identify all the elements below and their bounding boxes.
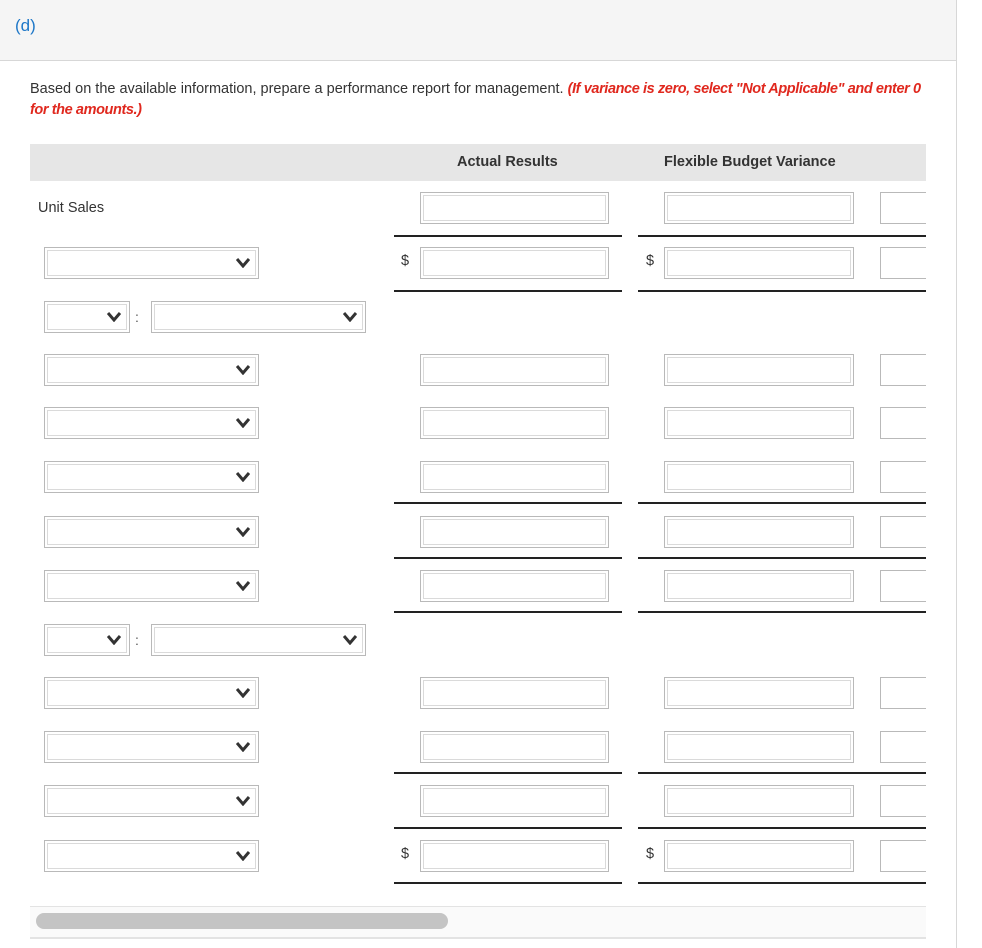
variance-amount-input[interactable]	[664, 731, 854, 763]
underline	[638, 827, 926, 829]
line-item-select[interactable]	[44, 731, 259, 763]
chevron-down-icon	[236, 796, 250, 806]
underline	[394, 827, 622, 829]
actual-amount-input[interactable]	[420, 461, 609, 493]
chevron-down-icon	[107, 635, 121, 645]
part-label: (d)	[15, 16, 36, 35]
variance-amount-input[interactable]	[664, 354, 854, 386]
underline	[394, 290, 622, 292]
line-item-select[interactable]	[44, 785, 259, 817]
column-header-actual-results: Actual Results	[457, 154, 558, 170]
underline	[394, 557, 622, 559]
underline	[638, 557, 926, 559]
column-header-row	[30, 144, 926, 181]
variance-type-input[interactable]	[880, 677, 926, 709]
instruction-text	[30, 79, 930, 121]
underline	[638, 502, 926, 504]
variance-amount-input[interactable]	[664, 570, 854, 602]
underline	[638, 882, 926, 884]
actual-amount-input[interactable]	[420, 247, 609, 279]
unit-sales-actual-input[interactable]	[420, 192, 609, 224]
colon-separator: :	[135, 632, 139, 648]
variance-type-input[interactable]	[880, 247, 926, 279]
actual-amount-input[interactable]	[420, 731, 609, 763]
chevron-down-icon	[236, 258, 250, 268]
dollar-sign: $	[646, 253, 655, 269]
variance-amount-input[interactable]	[664, 516, 854, 548]
unit-sales-label: Unit Sales	[38, 200, 105, 216]
variance-type-input[interactable]	[880, 785, 926, 817]
line-item-select[interactable]	[44, 354, 259, 386]
line-item-select[interactable]	[44, 516, 259, 548]
chevron-down-icon	[236, 472, 250, 482]
variance-type-input[interactable]	[880, 407, 926, 439]
line-item-select[interactable]	[44, 570, 259, 602]
prefix-select[interactable]	[44, 624, 130, 656]
variance-type-input[interactable]	[880, 461, 926, 493]
chevron-down-icon	[236, 527, 250, 537]
actual-amount-input[interactable]	[420, 570, 609, 602]
underline	[394, 611, 622, 613]
chevron-down-icon	[107, 312, 121, 322]
chevron-down-icon	[236, 581, 250, 591]
dollar-sign: $	[401, 253, 410, 269]
variance-amount-input[interactable]	[664, 840, 854, 872]
variance-type-input[interactable]	[880, 731, 926, 763]
variance-type-input[interactable]	[880, 354, 926, 386]
actual-amount-input[interactable]	[420, 516, 609, 548]
chevron-down-icon	[236, 851, 250, 861]
line-item-select[interactable]	[44, 840, 259, 872]
underline	[638, 290, 926, 292]
instruction-main: Based on the available information, prepare a performance report for management.	[30, 81, 564, 97]
line-item-select[interactable]	[44, 461, 259, 493]
chevron-down-icon	[236, 365, 250, 375]
line-item-select[interactable]	[44, 407, 259, 439]
underline	[394, 772, 622, 774]
section-heading-select[interactable]	[151, 624, 366, 656]
unit-sales-variance-type-input[interactable]	[880, 192, 926, 224]
chevron-down-icon	[236, 688, 250, 698]
variance-amount-input[interactable]	[664, 461, 854, 493]
instruction-emphasis: (If variance is zero, select "Not Applicable" and enter 0 for the amounts.)	[30, 81, 921, 118]
variance-type-input[interactable]	[880, 570, 926, 602]
dollar-sign: $	[646, 846, 655, 862]
chevron-down-icon	[343, 635, 357, 645]
actual-amount-input[interactable]	[420, 840, 609, 872]
variance-type-input[interactable]	[880, 516, 926, 548]
panel-border	[956, 0, 957, 948]
variance-type-input[interactable]	[880, 840, 926, 872]
prefix-select[interactable]	[44, 301, 130, 333]
underline	[638, 235, 926, 237]
line-item-select[interactable]	[44, 247, 259, 279]
line-item-select[interactable]	[44, 677, 259, 709]
underline	[394, 235, 622, 237]
variance-amount-input[interactable]	[664, 785, 854, 817]
variance-amount-input[interactable]	[664, 677, 854, 709]
colon-separator: :	[135, 309, 139, 325]
chevron-down-icon	[343, 312, 357, 322]
part-header	[0, 0, 956, 61]
underline	[638, 772, 926, 774]
actual-amount-input[interactable]	[420, 407, 609, 439]
variance-amount-input[interactable]	[664, 407, 854, 439]
unit-sales-variance-input[interactable]	[664, 192, 854, 224]
actual-amount-input[interactable]	[420, 354, 609, 386]
actual-amount-input[interactable]	[420, 785, 609, 817]
actual-amount-input[interactable]	[420, 677, 609, 709]
dollar-sign: $	[401, 846, 410, 862]
column-header-flexible-budget-variance: Flexible Budget Variance	[664, 154, 836, 170]
section-heading-select[interactable]	[151, 301, 366, 333]
chevron-down-icon	[236, 418, 250, 428]
variance-amount-input[interactable]	[664, 247, 854, 279]
underline	[638, 611, 926, 613]
horizontal-scrollbar-thumb[interactable]	[36, 913, 448, 929]
underline	[394, 882, 622, 884]
underline	[394, 502, 622, 504]
chevron-down-icon	[236, 742, 250, 752]
